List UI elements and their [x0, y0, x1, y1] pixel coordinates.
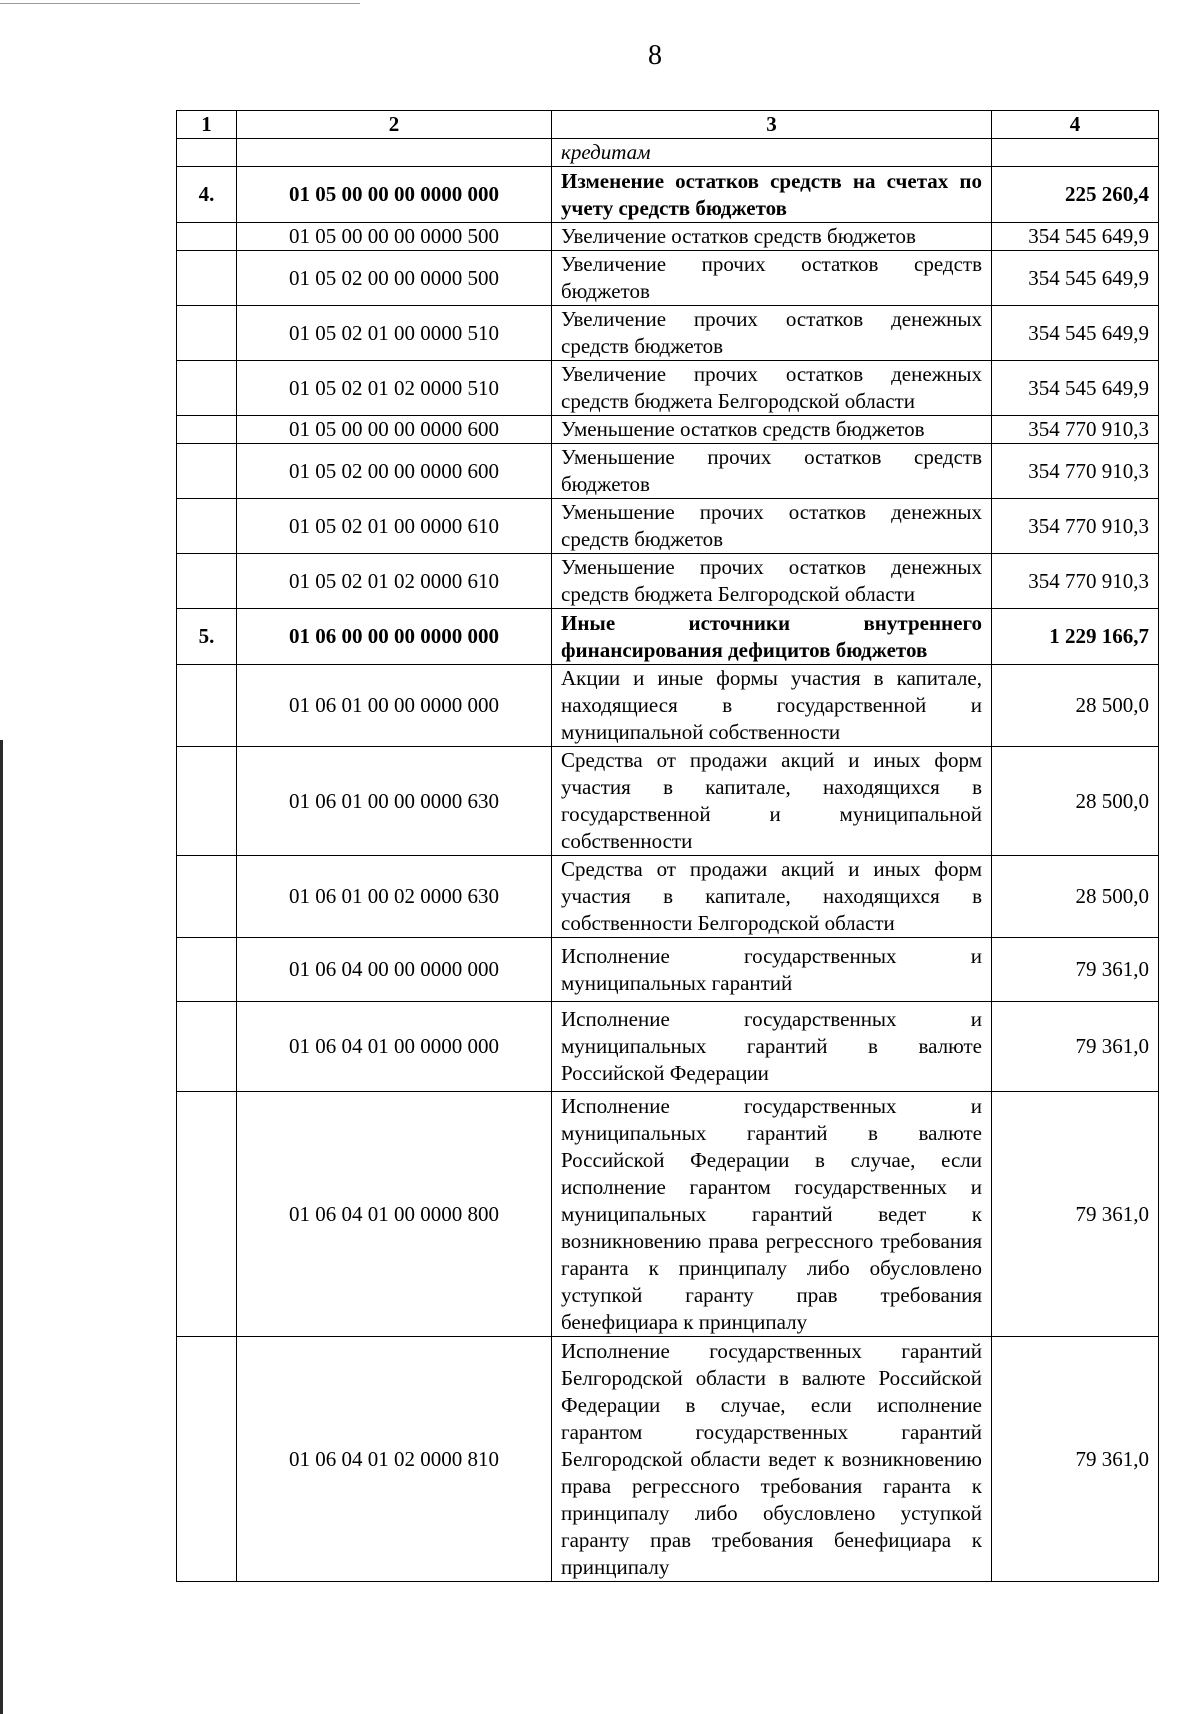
amount: 354 770 910,3 [992, 444, 1159, 499]
row-number [177, 361, 237, 416]
source-name: Исполнение государственных гарантий Белгородской области в валюте Российской Федерации в случае, если исполнение гарантом государственных гарантий Белгородской области ведет к возникновению права регрессного требования гаранта к принципалу либо обусловлено уступкой гаранту прав требования бенефициара к принципалу [552, 1337, 992, 1582]
row-number [177, 1002, 237, 1092]
table-row [177, 223, 1159, 251]
source-name: Уменьшение остатков средств бюджетов [552, 416, 992, 444]
column-header-2: 2 [237, 111, 552, 139]
column-header-1: 1 [177, 111, 237, 139]
source-name: Акции и иные формы участия в капитале, находящиеся в государственной и муниципальной собственности [552, 665, 992, 747]
table-row [177, 139, 1159, 167]
source-name: Уменьшение прочих остатков средств бюджетов [552, 444, 992, 499]
budget-code: 01 06 01 00 00 0000 630 [237, 747, 552, 856]
budget-code: 01 05 02 01 00 0000 610 [237, 499, 552, 554]
source-name: Увеличение прочих остатков средств бюджетов [552, 251, 992, 306]
table-row [177, 938, 1159, 1002]
row-number [177, 554, 237, 609]
table-row [177, 444, 1159, 499]
budget-code: 01 05 02 00 00 0000 500 [237, 251, 552, 306]
source-name: Увеличение прочих остатков денежных средств бюджета Белгородской области [552, 361, 992, 416]
row-number [177, 665, 237, 747]
row-number [177, 747, 237, 856]
source-name: Исполнение государственных и муниципальных гарантий в валюте Российской Федерации [552, 1002, 992, 1092]
budget-code: 01 05 02 00 00 0000 600 [237, 444, 552, 499]
budget-code: 01 05 00 00 00 0000 500 [237, 223, 552, 251]
amount: 79 361,0 [992, 1092, 1159, 1337]
column-header-3: 3 [552, 111, 992, 139]
amount: 354 770 910,3 [992, 416, 1159, 444]
table-row [177, 856, 1159, 938]
row-number [177, 306, 237, 361]
budget-code [237, 139, 552, 167]
source-name: Уменьшение прочих остатков денежных средств бюджетов [552, 499, 992, 554]
amount: 79 361,0 [992, 1002, 1159, 1092]
amount: 354 770 910,3 [992, 499, 1159, 554]
budget-code: 01 06 01 00 00 0000 000 [237, 665, 552, 747]
amount: 354 770 910,3 [992, 554, 1159, 609]
row-number: 5. [177, 609, 237, 665]
table-row-section-5 [177, 609, 1159, 665]
budget-code: 01 05 02 01 02 0000 510 [237, 361, 552, 416]
budget-code: 01 06 01 00 02 0000 630 [237, 856, 552, 938]
row-number [177, 139, 237, 167]
budget-code: 01 06 04 01 00 0000 800 [237, 1092, 552, 1337]
row-number [177, 416, 237, 444]
row-number [177, 499, 237, 554]
budget-code: 01 05 02 01 02 0000 610 [237, 554, 552, 609]
budget-code: 01 06 04 01 02 0000 810 [237, 1337, 552, 1582]
budget-sources-table [176, 110, 1159, 1582]
amount: 28 500,0 [992, 856, 1159, 938]
amount: 354 545 649,9 [992, 223, 1159, 251]
scan-artifact-top-line [0, 3, 360, 4]
source-name: Исполнение государственных и муниципальных гарантий [552, 938, 992, 1002]
source-name: Средства от продажи акций и иных форм участия в капитале, находящихся в собственности Белгородской области [552, 856, 992, 938]
row-number [177, 251, 237, 306]
table-row [177, 554, 1159, 609]
table-row [177, 1337, 1159, 1582]
budget-code: 01 06 04 01 00 0000 000 [237, 1002, 552, 1092]
row-number [177, 856, 237, 938]
amount [992, 139, 1159, 167]
amount: 28 500,0 [992, 747, 1159, 856]
row-number [177, 1337, 237, 1582]
amount: 1 229 166,7 [992, 609, 1159, 665]
row-number [177, 938, 237, 1002]
source-name: Исполнение государственных и муниципальных гарантий в валюте Российской Федерации в случае, если исполнение гарантом государственных и муниципальных гарантий ведет к возникновению права регрессного требования гаранта к принципалу либо обусловлено уступкой гаранту прав требования бенефициара к принципалу [552, 1092, 992, 1337]
source-name: Увеличение прочих остатков денежных средств бюджетов [552, 306, 992, 361]
table-row [177, 747, 1159, 856]
amount: 79 361,0 [992, 938, 1159, 1002]
table-row [177, 665, 1159, 747]
amount: 354 545 649,9 [992, 306, 1159, 361]
source-name: Изменение остатков средств на счетах по учету средств бюджетов [552, 167, 992, 223]
scan-artifact-left-edge [0, 740, 3, 1714]
page-number: 8 [648, 40, 662, 71]
table-row [177, 251, 1159, 306]
amount: 28 500,0 [992, 665, 1159, 747]
source-name: Средства от продажи акций и иных форм участия в капитале, находящихся в государственной и муниципальной собственности [552, 747, 992, 856]
budget-code: 01 05 00 00 00 0000 000 [237, 167, 552, 223]
row-number [177, 444, 237, 499]
amount: 79 361,0 [992, 1337, 1159, 1582]
budget-code: 01 05 00 00 00 0000 600 [237, 416, 552, 444]
amount: 354 545 649,9 [992, 251, 1159, 306]
source-name: Иные источники внутреннего финансирования дефицитов бюджетов [552, 609, 992, 665]
table-row [177, 361, 1159, 416]
row-number: 4. [177, 167, 237, 223]
row-number [177, 1092, 237, 1337]
table-row [177, 499, 1159, 554]
source-name: кредитам [552, 139, 992, 167]
source-name: Увеличение остатков средств бюджетов [552, 223, 992, 251]
source-name: Уменьшение прочих остатков денежных средств бюджета Белгородской области [552, 554, 992, 609]
table-row-section-4 [177, 167, 1159, 223]
budget-code: 01 06 04 00 00 0000 000 [237, 938, 552, 1002]
row-number [177, 223, 237, 251]
amount: 225 260,4 [992, 167, 1159, 223]
table-row [177, 416, 1159, 444]
column-header-4: 4 [992, 111, 1159, 139]
budget-code: 01 05 02 01 00 0000 510 [237, 306, 552, 361]
table-row [177, 1092, 1159, 1337]
table-header-row [177, 111, 1159, 139]
amount: 354 545 649,9 [992, 361, 1159, 416]
table-row [177, 1002, 1159, 1092]
table-row [177, 306, 1159, 361]
budget-code: 01 06 00 00 00 0000 000 [237, 609, 552, 665]
